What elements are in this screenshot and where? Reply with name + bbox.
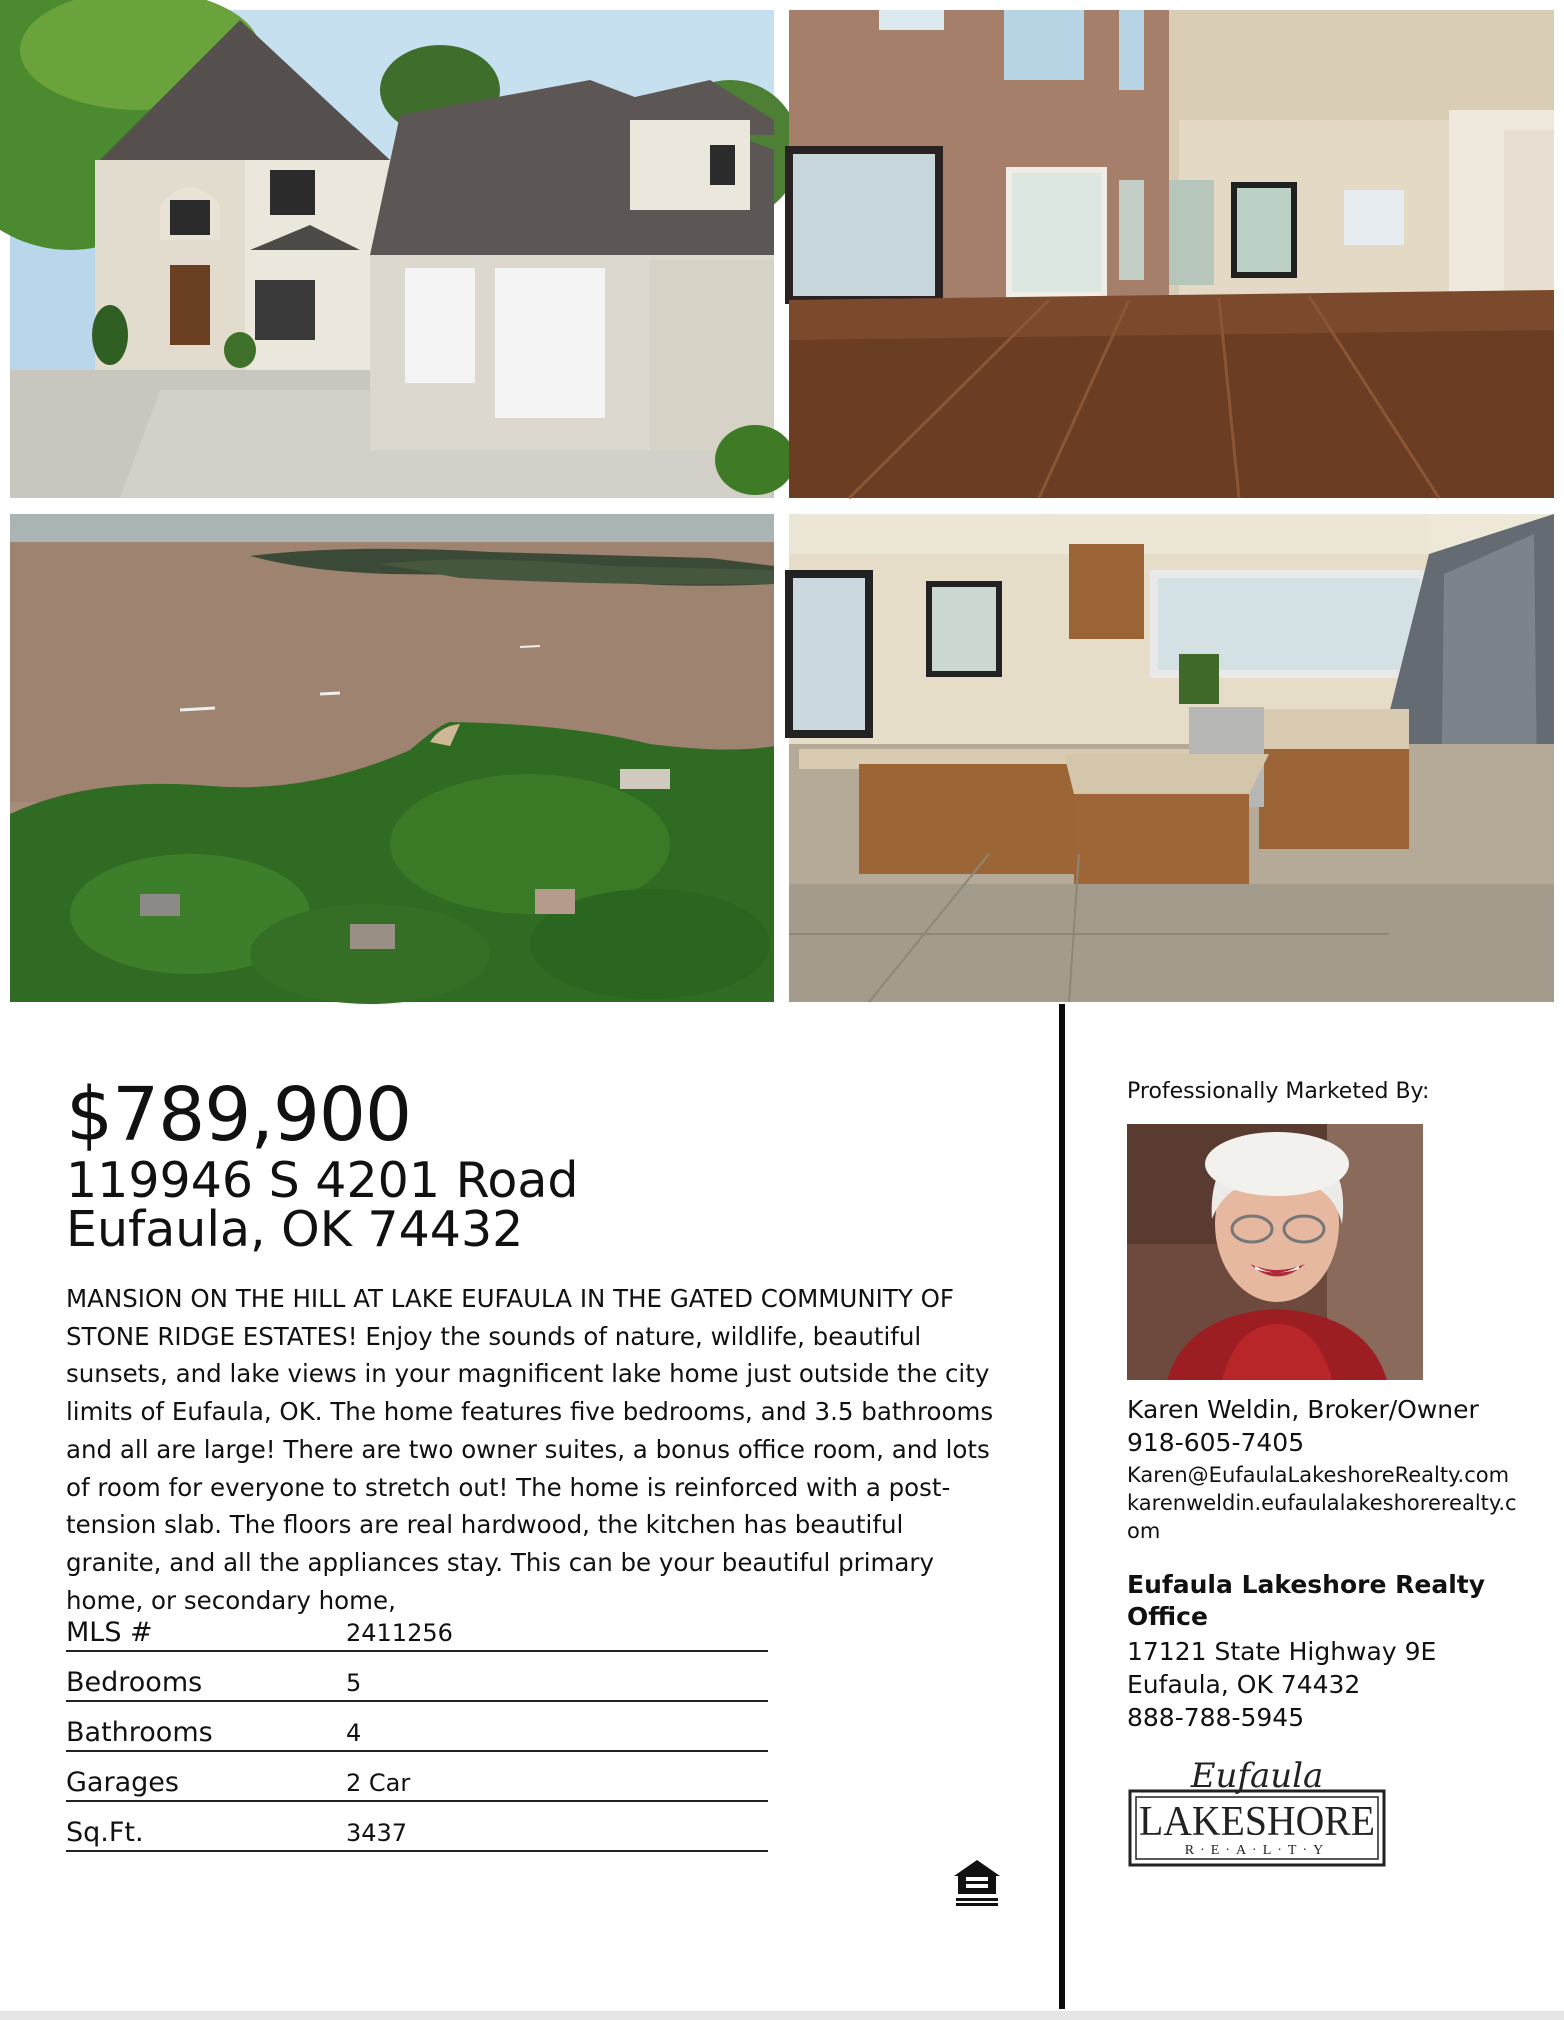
agent-photo bbox=[1127, 1124, 1423, 1380]
fact-label: MLS # bbox=[66, 1617, 153, 1648]
aerial-lake-photo bbox=[10, 514, 774, 1002]
svg-text:R·E·A·L·T·Y: R·E·A·L·T·Y bbox=[1184, 1843, 1330, 1858]
agent-email[interactable]: Karen@EufaulaLakeshoreRealty.com bbox=[1127, 1463, 1510, 1487]
address-line-1: 119946 S 4201 Road bbox=[66, 1152, 579, 1209]
agent-phone[interactable]: 918-605-7405 bbox=[1127, 1428, 1305, 1457]
agent-name: Karen Weldin, Broker/Owner bbox=[1127, 1395, 1479, 1424]
office-name: Eufaula Lakeshore Realty Office bbox=[1127, 1570, 1486, 1631]
fact-label: Sq.Ft. bbox=[66, 1817, 144, 1848]
fact-row-mls bbox=[66, 1603, 768, 1652]
fact-row-bathrooms bbox=[66, 1703, 768, 1752]
kitchen-photo bbox=[789, 514, 1554, 1002]
fact-row-sqft bbox=[66, 1803, 768, 1852]
fact-row-bedrooms bbox=[66, 1653, 768, 1702]
office-phone[interactable]: 888-788-5945 bbox=[1127, 1703, 1305, 1732]
fact-value: 2 Car bbox=[346, 1769, 411, 1797]
page-bottom-strip bbox=[0, 2011, 1564, 2020]
house-exterior-photo bbox=[10, 10, 774, 498]
living-room-photo bbox=[789, 10, 1554, 498]
office-street: 17121 State Highway 9E bbox=[1127, 1637, 1437, 1666]
company-logo bbox=[1127, 1753, 1387, 1868]
fact-value: 4 bbox=[346, 1719, 362, 1747]
equal-housing-icon bbox=[952, 1858, 1002, 1908]
office-city: Eufaula, OK 74432 bbox=[1127, 1670, 1361, 1699]
fact-value: 5 bbox=[346, 1669, 362, 1697]
fact-label: Garages bbox=[66, 1767, 179, 1798]
fact-value: 3437 bbox=[346, 1819, 408, 1847]
address-line-2: Eufaula, OK 74432 bbox=[66, 1201, 524, 1258]
marketed-by-label: Professionally Marketed By: bbox=[1127, 1079, 1430, 1104]
listing-description: MANSION ON THE HILL AT LAKE EUFAULA IN THE GATED COMMUNITY OF STONE RIDGE ESTATES! Enjoy the sounds of nature, wildlife, beautiful sunsets, and lake views in your magnificent lake home just outside the city limits of Eufaula, OK. The home features five bedrooms, and 3.5 bathrooms and all are large! There are two owner suites, a bonus office room, and lots of room for everyone to stretch out! The home is reinforced with a post-tension slab. The floors are real hardwood, the kitchen has beautiful granite, and all the appliances stay. This can be your beautiful primary home, or secondary home, bbox=[66, 1284, 994, 1615]
svg-text:LAKESHORE: LAKESHORE bbox=[1139, 1799, 1375, 1845]
listing-facts-table bbox=[66, 1603, 768, 1853]
column-divider bbox=[1059, 1004, 1065, 2009]
fact-label: Bedrooms bbox=[66, 1667, 203, 1698]
listing-price: $789,900 bbox=[66, 1072, 412, 1158]
svg-text:Eufaula: Eufaula bbox=[1190, 1756, 1324, 1796]
agent-website[interactable]: karenweldin.eufaulalakeshorerealty.com bbox=[1127, 1491, 1517, 1543]
fact-value: 2411256 bbox=[346, 1619, 453, 1647]
fact-label: Bathrooms bbox=[66, 1717, 213, 1748]
fact-row-garages bbox=[66, 1753, 768, 1802]
